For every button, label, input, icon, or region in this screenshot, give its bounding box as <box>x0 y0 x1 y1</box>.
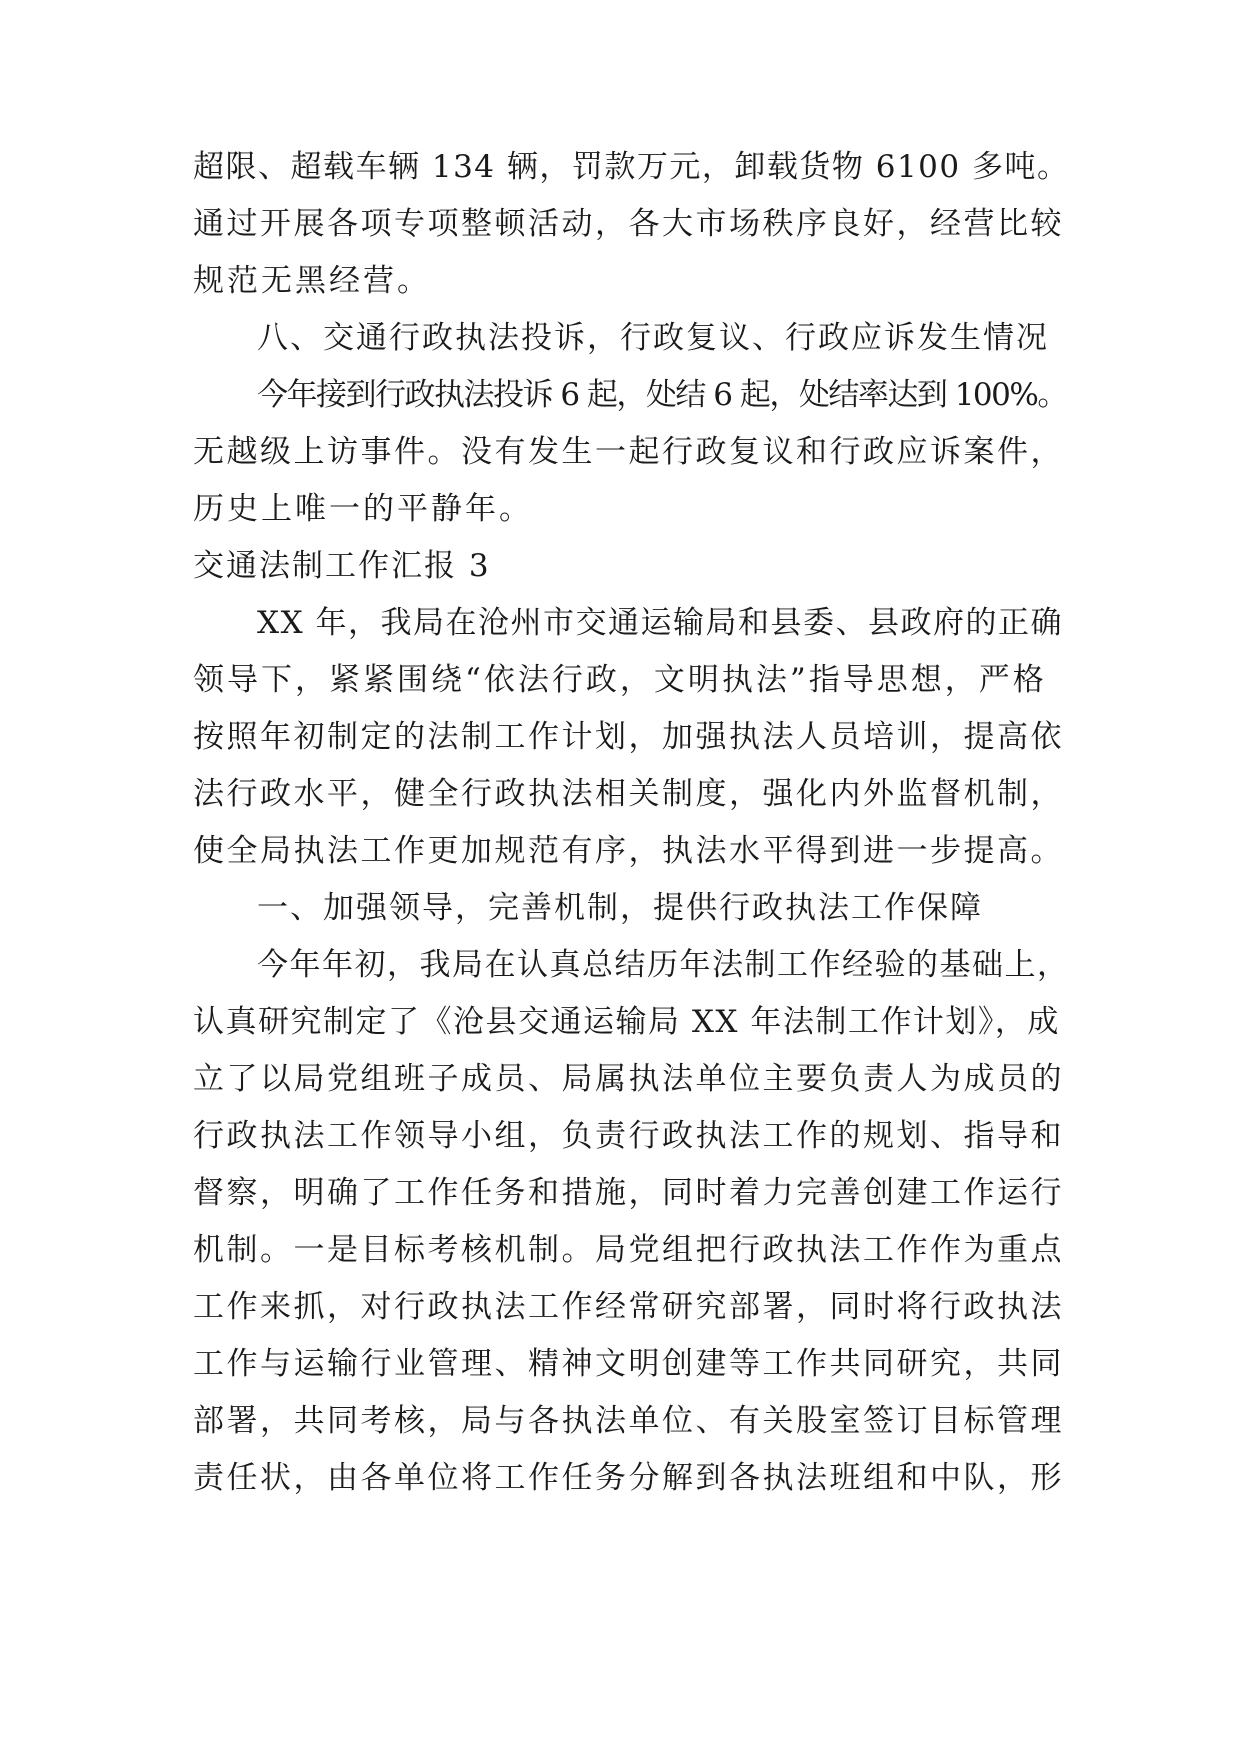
text-line: 机制。一是目标考核机制。局党组把行政执法工作作为重点 <box>193 1232 1064 1268</box>
text-line: 立了以局党组班子成员、局属执法单位主要负责人为成员的 <box>193 1061 1064 1097</box>
text-line: 法行政水平，健全行政执法相关制度，强化内外监督机制， <box>193 776 1064 812</box>
text-line: 今年年初，我局在认真总结历年法制工作经验的基础上， <box>257 947 1070 983</box>
text-line: 认真研究制定了《沧县交通运输局 XX 年法制工作计划》，成 <box>193 1004 1060 1040</box>
text-line: XX 年，我局在沧州市交通运输局和县委、县政府的正确 <box>257 605 1063 641</box>
text-line: 督察，明确了工作任务和措施，同时着力完善创建工作运行 <box>193 1175 1064 1211</box>
text-line: 工作与运输行业管理、精神文明创建等工作共同研究，共同 <box>193 1346 1064 1382</box>
text-line: 工作来抓，对行政执法工作经常研究部署，同时将行政执法 <box>193 1289 1064 1325</box>
text-line: 部署，共同考核，局与各执法单位、有关股室签订目标管理 <box>193 1403 1064 1439</box>
document-title: 交通法制工作汇报 3 <box>193 548 491 584</box>
text-line: 责任状，由各单位将工作任务分解到各执法班组和中队，形 <box>193 1460 1064 1496</box>
text-line: 按照年初制定的法制工作计划，加强执法人员培训，提高依 <box>193 719 1064 755</box>
text-line: 历史上唯一的平静年。 <box>193 491 533 527</box>
text-line: 无越级上访事件。没有发生一起行政复议和行政应诉案件， <box>193 434 1064 470</box>
section-heading: 一、加强领导，完善机制，提供行政执法工作保障 <box>257 890 983 926</box>
text-line: 领导下，紧紧围绕“依法行政，文明执法”指导思想，严格 <box>193 662 1047 698</box>
text-line: 规范无黑经营。 <box>193 263 431 299</box>
text-line: 行政执法工作领导小组，负责行政执法工作的规划、指导和 <box>193 1118 1064 1154</box>
section-heading: 八、交通行政执法投诉，行政复议、行政应诉发生情况 <box>257 320 1049 356</box>
text-line: 通过开展各项专项整顿活动，各大市场秩序良好，经营比较 <box>193 206 1064 242</box>
text-line: 超限、超载车辆 134 辆，罚款万元，卸载货物 6100 多吨。 <box>193 149 1070 185</box>
text-line: 使全局执法工作更加规范有序，执法水平得到进一步提高。 <box>193 833 1064 869</box>
text-line: 今年接到行政执法投诉 6 起，处结 6 起，处结率达到 100%。 <box>257 377 1067 413</box>
